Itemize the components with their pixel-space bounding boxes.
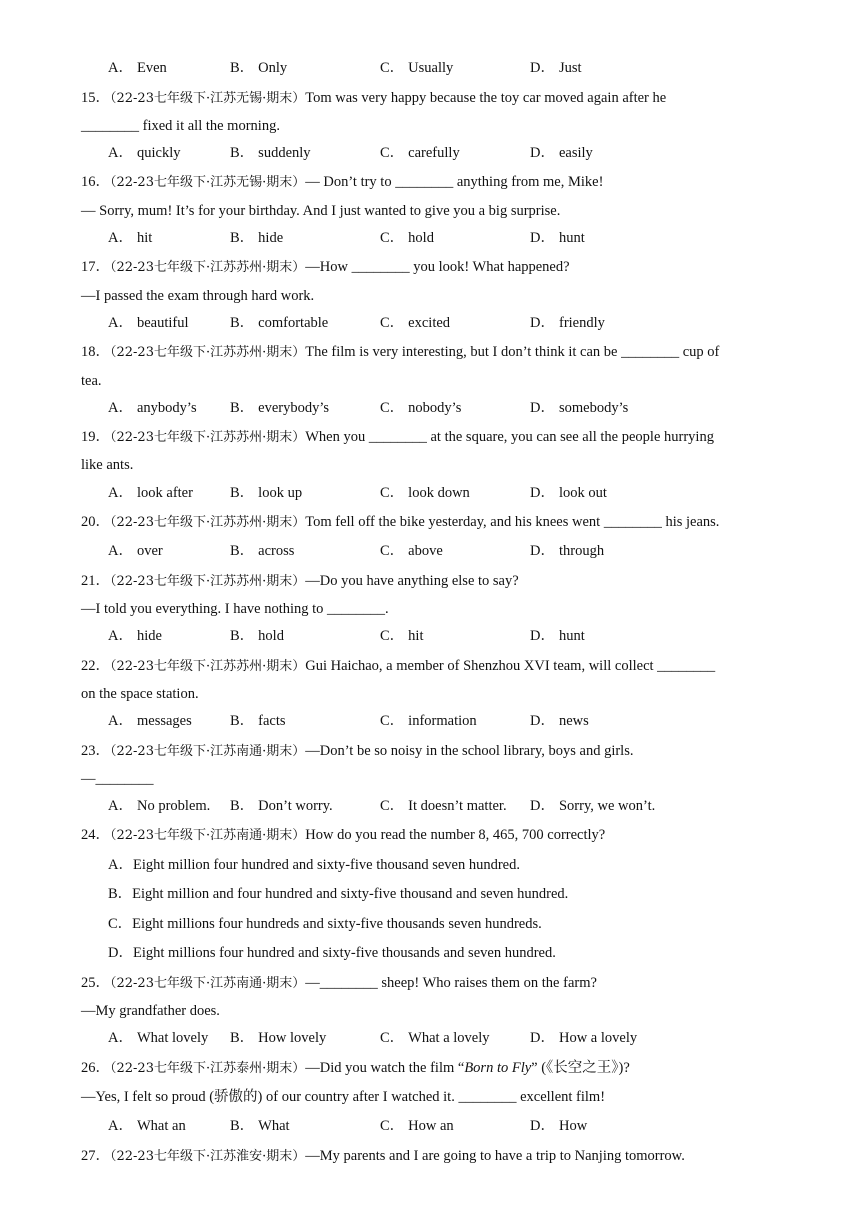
question-stem: 23．（22-23七年级下·江苏南通·期末）—Don’t be so noisy in the school library, boys and girls. (81, 743, 634, 759)
film-title: Born to Fly (464, 1060, 532, 1076)
option-d: D． Sorry, we won’t. (530, 798, 656, 814)
option-a: A． Even (108, 60, 167, 76)
question-text: — Sorry, mum! It’s for your birthday. And I just wanted to give you a big surprise. (81, 203, 561, 219)
option-b: B． How lovely (230, 1030, 327, 1046)
option-c: C． nobody’s (380, 400, 462, 416)
option-a: A． hit (108, 230, 153, 246)
option-c: C． How an (380, 1118, 454, 1134)
option-b: B．Eight million and four hundred and sixty-five thousand and seven hundred. (108, 886, 569, 902)
question-stem: 16．（22-23七年级下·江苏无锡·期末）— Don’t try to ________ anything from me, Mike! (81, 174, 604, 190)
question-text: like ants. (81, 457, 134, 473)
question-stem: 21．（22-23七年级下·江苏苏州·期末）—Do you have anything else to say? (81, 573, 519, 589)
option-a: A． What lovely (108, 1030, 209, 1046)
option-c: C． above (380, 543, 443, 559)
question-stem: 17．（22-23七年级下·江苏苏州·期末）—How ________ you look! What happened? (81, 259, 570, 275)
option-a: A．Eight million four hundred and sixty-five thousand seven hundred. (108, 857, 520, 873)
option-d: D． news (530, 713, 589, 729)
option-c: C． Usually (380, 60, 454, 76)
option-a: A． What an (108, 1118, 186, 1134)
option-b: B． Only (230, 60, 288, 76)
option-c: C． It doesn’t matter. (380, 798, 507, 814)
question-stem: 15．（22-23七年级下·江苏无锡·期末）Tom was very happy because the toy car moved again after he (81, 90, 667, 106)
option-c: C． carefully (380, 145, 460, 161)
option-b: B． look up (230, 485, 303, 501)
option-d: D． hunt (530, 230, 585, 246)
option-a: A． over (108, 543, 163, 559)
question-text: ________ fixed it all the morning. (81, 118, 280, 134)
option-b: B． suddenly (230, 145, 311, 161)
option-a: A． anybody’s (108, 400, 197, 416)
question-text: —________ (81, 771, 154, 787)
option-a: A． quickly (108, 145, 181, 161)
option-b: B． everybody’s (230, 400, 330, 416)
option-c: C． What a lovely (380, 1030, 490, 1046)
question-stem: 27．（22-23七年级下·江苏淮安·期末）—My parents and I are going to have a trip to Nanjing tomorrow. (81, 1148, 685, 1164)
question-stem: 25．（22-23七年级下·江苏南通·期末）—________ sheep! Who raises them on the farm? (81, 975, 597, 991)
option-d: D． look out (530, 485, 607, 501)
option-d: D． Just (530, 60, 582, 76)
question-text: —Yes, I felt so proud (骄傲的) of our country after I watched it. ________ excellent film! (81, 1089, 606, 1105)
question-text: —I told you everything. I have nothing to ________. (81, 601, 389, 617)
option-b: B． Don’t worry. (230, 798, 333, 814)
option-b: B． comfortable (230, 315, 329, 331)
question-stem: 24．（22-23七年级下·江苏南通·期末）How do you read the number 8, 465, 700 correctly? (81, 827, 606, 843)
question-stem: 26．（22-23七年级下·江苏泰州·期末）—Did you watch the film “Born to Fly” (《长空之王》)? (81, 1060, 630, 1076)
question-text: —My grandfather does. (81, 1003, 220, 1019)
option-b: B． What (230, 1118, 290, 1134)
option-c: C． look down (380, 485, 470, 501)
question-text: on the space station. (81, 686, 199, 702)
option-c: C． hit (380, 628, 424, 644)
option-b: B． facts (230, 713, 286, 729)
option-a: A． beautiful (108, 315, 189, 331)
option-c: C． excited (380, 315, 451, 331)
option-a: A． hide (108, 628, 162, 644)
question-text: —I passed the exam through hard work. (81, 288, 315, 304)
question-stem: 19．（22-23七年级下·江苏苏州·期末）When you ________ at the square, you can see all the people hurrying (81, 429, 714, 445)
option-c: C． hold (380, 230, 434, 246)
option-a: A． messages (108, 713, 192, 729)
question-stem: 18．（22-23七年级下·江苏苏州·期末）The film is very interesting, but I don’t think it can be ________ cup of (81, 344, 720, 360)
option-d: D． How a lovely (530, 1030, 638, 1046)
option-c: C．Eight millions four hundreds and sixty-five thousands seven hundreds. (108, 916, 542, 932)
option-a: A． look after (108, 485, 193, 501)
option-d: D． somebody’s (530, 400, 629, 416)
question-stem: 22．（22-23七年级下·江苏苏州·期末）Gui Haichao, a member of Shenzhou XVI team, will collect ________ (81, 658, 716, 674)
option-d: D．Eight millions four hundred and sixty-five thousands and seven hundred. (108, 945, 556, 961)
question-stem: 20．（22-23七年级下·江苏苏州·期末）Tom fell off the bike yesterday, and his knees went ________ his jeans. (81, 514, 720, 530)
option-d: D． hunt (530, 628, 585, 644)
option-b: B． hold (230, 628, 284, 644)
option-d: D． How (530, 1118, 588, 1134)
option-a: A． No problem. (108, 798, 211, 814)
option-b: B． across (230, 543, 295, 559)
option-b: B． hide (230, 230, 284, 246)
option-d: D． through (530, 543, 605, 559)
question-text: tea. (81, 373, 102, 389)
option-c: C． information (380, 713, 477, 729)
option-d: D． friendly (530, 315, 605, 331)
option-d: D． easily (530, 145, 593, 161)
